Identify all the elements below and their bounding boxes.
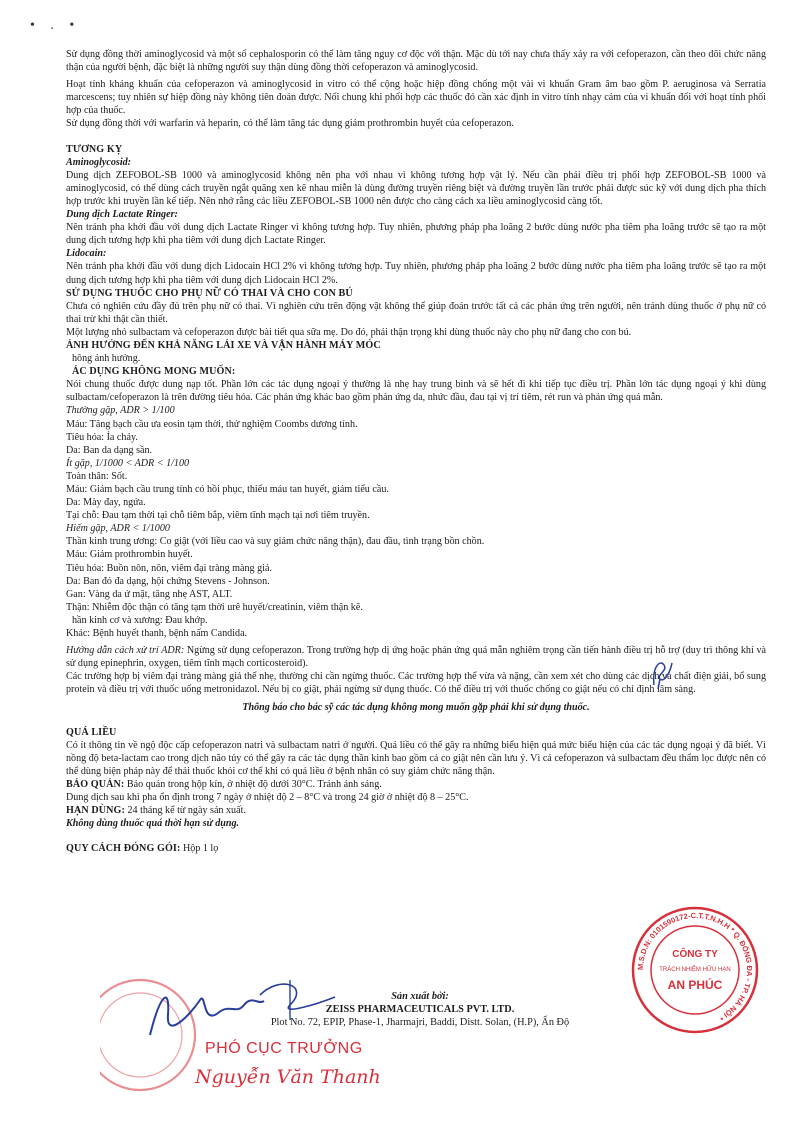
adr-uncommon-title: Ít gặp, 1/1000 < ADR < 1/100 [66,457,190,469]
expiry-line [66,804,766,817]
seal-ring-text: M.S.D.N: 0101590172-C.T.T.N.H.H * Q. ĐỐNG ĐA - TP. HÀ NỘI * [635,910,755,1023]
adr-uncommon-1: Máu: Giảm bạch cầu trung tính có hồi phục, thiếu máu tan huyết, giảm tiểu cầu. [66,484,389,495]
pregnancy-heading: SỬ DỤNG THUỐC CHO PHỤ NỮ CÓ THAI VÀ CHO CON BÚ [66,287,353,299]
lidocain-title: Lidocain: [66,248,107,260]
pregnancy-text-1: Chưa có nghiên cứu đầy đủ trên phụ nữ có thai. Vì nghiên cứu trên động vật không thể giúp đoán trước tất cả các phản ứng trên người, nên tránh dùng thuốc ở phụ nữ có thai trừ khi thật cần thiết. [66,300,766,325]
pack-line [66,842,766,855]
manufacturer-label: Sản xuất bởi: [391,991,449,1002]
seal-line-1: CÔNG TY [672,949,718,960]
adr-common-2: Da: Ban da dạng sần. [66,444,153,456]
adr-guide-2: Các trường hợp bị viêm đại tràng màng giả thể nhẹ, thường chỉ cần ngừng thuốc. Các trường hợp thể vừa và nặng, cần xem xét cho dùng các dịch và chất điện giải, bổ sung protein và điều trị với thuốc uống metronidazol. Nếu bị co giật, phải ngừng sử dụng thuốc. Có thể điều trị với thuốc chống co giật nếu có chỉ định lâm sàng. [66,671,766,696]
intro-paragraph-2: Hoạt tính kháng khuẩn của cefoperazon và aminoglycosid in vitro có thể cộng hoặc hiệp đồng chống một vài vi khuẩn Gram âm bao gồm P. aeruginosa và Serratia marcescens; tuy nhiên sự hiệp đồng này không tiên đoán được. Nối chung khi phối hợp các thuốc đó cần xác định in vitro tính nhạy cảm của vi khuẩn đối với hoạt tính phối hợp của thuốc. [66,79,766,117]
adverse-intro: Nói chung thuốc được dung nạp tốt. Phần lớn các tác dụng ngoại ý thường là nhẹ hay trung bình và sẽ hết đi khi tiếp tục điều trị. Phần lớn tác dụng ngoại ý khi dùng sulbactam/cefoperazon là trên đường tiêu hóa. Các phản ứng khác bao gồm phản ứng da, nhức đầu, đau tại vị trí tiêm, rét run và phản ứng quá mẫn. [66,379,766,404]
adverse-heading: ÁC DỤNG KHÔNG MONG MUỐN: [72,366,236,378]
signature-name: Nguyễn Văn Thanh [195,1066,381,1088]
pack-label: QUY CÁCH ĐÓNG GÓI: [66,843,181,855]
signature-scribble [140,975,350,1045]
intro-paragraph-1: Sử dụng đồng thời aminoglycosid và một số cephalosporin có thể làm tăng nguy cơ độc với thận. Mặc dù tới nay chưa thấy xảy ra với cefoperazon, cần theo dõi chức năng thận của người bệnh, đặc biệt là những người suy thận dùng đồng thời cefoperazon và aminoglycosid. [66,49,766,74]
seal-line-3: AN PHÚC [667,978,723,992]
adr-rare-1: Máu: Giảm prothrombin huyết. [66,549,193,561]
adr-uncommon-2: Da: Mày đay, ngứa. [66,497,146,509]
adr-common-0: Máu: Tăng bạch cầu ưa eosin tạm thời, thử nghiệm Coombs dương tính. [66,418,358,430]
driving-heading: ẢNH HƯỞNG ĐẾN KHẢ NĂNG LÁI XE VÀ VẬN HÀNH MÁY MÓC [66,339,381,351]
adr-common-title: Thường gặp, ADR > 1/100 [66,405,175,417]
adr-rare-0: Thần kinh trung ương: Co giật (với liều cao và suy giảm chức năng thận), đau đầu, tình trạng bồn chồn. [66,536,485,548]
incompat-heading: TƯƠNG KỴ [66,143,123,155]
adr-guide-text: Ngừng sử dụng cefoperazon. Trong trường hợp dị ứng hoặc phản ứng quá mẫn nghiêm trọng cần tiến hành điều trị hỗ trợ (duy trì thông khí và sử dụng epinephrin, oxygen, tiêm tĩnh mạch corticosteroid). [66,645,766,670]
adr-uncommon-0: Toàn thân: Sốt. [66,470,128,482]
intro-paragraph-3: Sử dụng đồng thời với warfarin và heparin, có thể làm tăng tác dụng giảm prothrombin huyết của cefoperazon. [66,118,514,130]
adr-common-1: Tiêu hóa: Ỉa chảy. [66,431,138,443]
lactate-text: Nên tránh pha khởi đầu với dung dịch Lactate Ringer vì không tương hợp. Tuy nhiên, phương pháp pha loãng 2 bước dùng nước pha tiêm pha loãng trước sẽ tạo ra một dung dịch tương hợp khi pha tiêm với dung dịch Lactate Ringer. [66,222,766,247]
adr-rare-7: Khác: Bệnh huyết thanh, bệnh nấm Candida. [66,628,248,640]
aminoglycosid-title: Aminoglycosid: [66,156,132,168]
manufacturer-address: Plot No. 72, EPIP, Phase-1, Jharmajri, Baddi, Distt. Solan, (H.P), Ấn Độ [270,1017,570,1028]
adr-notice: Thông báo cho bác sỹ các tác dụng không mong muốn gặp phải khi sử dụng thuốc. [242,701,590,713]
manufacturer-name: ZEISS PHARMACEUTICALS PVT. LTD. [325,1004,515,1015]
expiry-warning: Không dùng thuốc quá thời hạn sử dụng. [66,818,240,830]
adr-rare-4: Gan: Vàng da ứ mật, tăng nhẹ AST, ALT. [66,588,233,600]
aminoglycosid-text: Dung dịch ZEFOBOL-SB 1000 và aminoglycosid không nên pha với nhau vì không tương hợp vật lý. Nếu cần phải điều trị phối hợp ZEFOBOL-SB 1000 và aminoglycosid, có thể dùng cách truyền ngắt quãng xen kẽ nhau miễn là dùng đường truyền riêng biệt và đường truyền lần trước phải được súc kỹ với dung dịch pha thích hợp trước khi truyền lần kế tiếp. Nên nhớ rằng các liều ZEFOBOL-SB 1000 nên được cho càng cách xa liều aminoglycosid càng tốt. [66,169,766,207]
company-seal-stamp [630,905,760,1035]
expiry-label: HẠN DÙNG: [66,805,125,817]
document-body [66,48,766,855]
overdose-text: Có ít thông tin về ngộ độc cấp cefoperazon natri và sulbactam natri ở người. Quá liều có thể gây ra những biểu hiện quá mức biểu hiện của các tác dụng ngoại ý đã biết. Vì nồng độ beta-lactam cao trong dịch não tủy có thể gây ra các tác dụng thần kinh bao gồm cả co giật nên cần lưu ý. Vì cả cefoperazon và sulbactam đều thẩm lọc được nên có thể dùng biện pháp này để thải thuốc khỏi cơ thể khi có quá liều ở bệnh nhân có suy giảm chức năng thận. [66,739,766,777]
adr-rare-2: Tiêu hóa: Buồn nôn, nôn, viêm đại tràng màng giả. [66,562,272,574]
adr-rare-5: Thận: Nhiễm độc thận có tăng tạm thời urê huyết/creatinin, viêm thận kẽ. [66,601,363,613]
seal-line-2: TRÁCH NHIỆM HỮU HẠN [659,967,731,973]
storage-line [66,778,766,791]
pack-text: Hộp 1 lọ [180,843,219,855]
expiry-text: 24 tháng kể từ ngày sản xuất. [124,805,246,817]
solution-stability: Dung dịch sau khi pha ổn định trong 7 ngày ở nhiệt độ 2 – 8°C và trong 24 giờ ở nhiệt độ 8 – 25°C. [66,792,469,804]
signature-title: PHÓ CỤC TRƯỞNG [205,1040,363,1057]
adr-uncommon-3: Tại chỗ: Đau tạm thời tại chỗ tiêm bắp, viêm tĩnh mạch tại nơi tiêm truyền. [66,510,370,522]
overdose-heading: QUÁ LIỀU [66,726,117,738]
pregnancy-text-2: Một lượng nhỏ sulbactam và cefoperazon được bài tiết qua sữa mẹ. Do đó, phải thận trọng khi dùng thuốc này cho phụ nữ đang cho con bú. [66,326,632,338]
adr-rare-title: Hiếm gặp, ADR < 1/1000 [66,523,170,535]
storage-label: BẢO QUẢN: [66,778,125,790]
margin-initial-mark [646,655,676,691]
adr-rare-3: Da: Ban đỏ đa dạng, hội chứng Stevens - Johnson. [66,575,270,587]
storage-text: Bảo quản trong hộp kín, ở nhiệt độ dưới 30°C. Tránh ánh sáng. [124,778,382,790]
adr-rare-6: hần kinh cơ và xương: Đau khớp. [72,614,208,626]
lidocain-text: Nên tránh pha khởi đầu với dung dịch Lidocain HCl 2% vì không tương hợp. Tuy nhiên, phương pháp pha loãng 2 bước dùng nước pha tiêm pha loãng trước sẽ tạo ra một dung dịch tương hợp khi pha tiêm với dung dịch Lidocain HCl 2%. [66,261,766,286]
driving-text: hông ảnh hưởng. [72,353,141,365]
lactate-title: Dung dịch Lactate Ringer: [66,209,178,221]
adr-guide-label: Hướng dẫn cách xử trí ADR: [66,645,185,657]
corner-marks: • . • [30,18,81,33]
